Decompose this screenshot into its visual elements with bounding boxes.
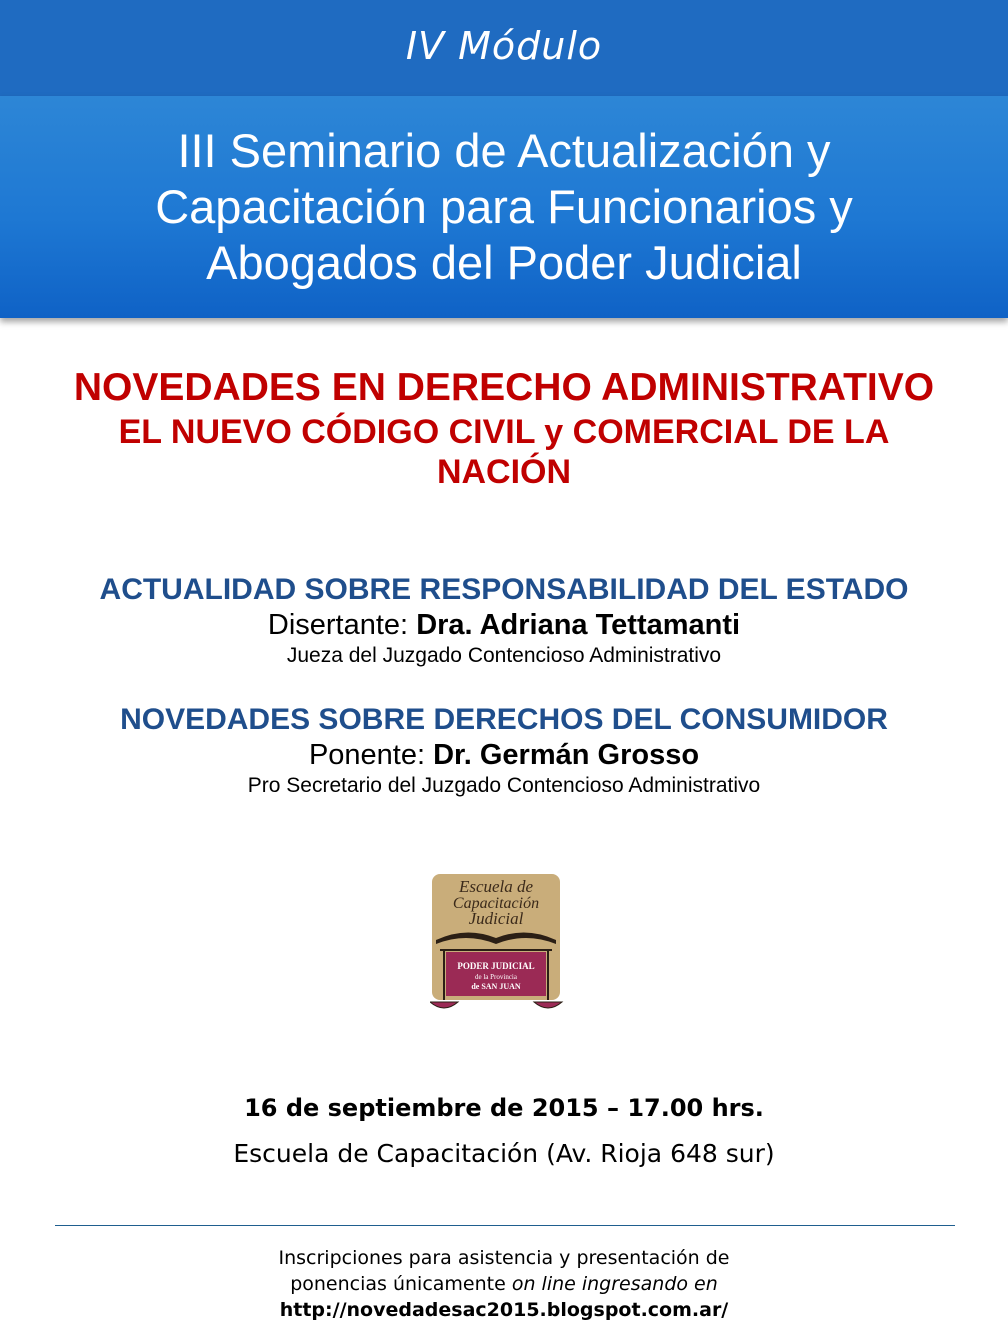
event-date: 16 de septiembre de 2015 – 17.00 hrs. <box>244 1094 764 1122</box>
scale-left-pan-icon <box>430 1002 458 1008</box>
seminar-title-line-3: Abogados del Poder Judicial <box>206 236 802 289</box>
talk-2-speaker-label: Ponente: <box>308 739 434 771</box>
talk-1-speaker <box>0 608 1008 642</box>
footer-line-1: Inscripciones para asistencia y presentación de <box>278 1247 730 1269</box>
talk-2-role: Pro Secretario del Juzgado Contencioso Administrativo <box>247 774 761 797</box>
sub-title-line-1: EL NUEVO CÓDIGO CIVIL y COMERCIAL DE LA <box>118 413 890 451</box>
seminar-title-line-1: III Seminario de Actualización y <box>177 124 831 177</box>
seminar-header <box>0 96 1008 318</box>
talk-1-title: ACTUALIDAD SOBRE RESPONSABILIDAD DEL ESTADO <box>99 573 909 606</box>
footer-line-2-plain: ponencias únicamente <box>290 1273 512 1295</box>
seal-line-2: de la Provincia <box>475 973 517 981</box>
sub-title <box>0 412 1008 492</box>
talk-1-speaker-label: Disertante: <box>267 609 417 641</box>
registration-link[interactable]: http://novedadesac2015.blogspot.com.ar/ <box>279 1299 729 1321</box>
talk-1-role: Jueza del Juzgado Contencioso Administrativo <box>286 644 722 667</box>
footer-divider <box>55 1225 955 1226</box>
footer <box>0 1245 1008 1323</box>
module-title: IV Módulo <box>405 24 603 68</box>
escuela-logo <box>430 872 578 1020</box>
talk-1-speaker-name: Dra. Adriana Tettamanti <box>416 609 741 641</box>
talk-2-title: NOVEDADES SOBRE DERECHOS DEL CONSUMIDOR <box>120 703 888 736</box>
talk-2-speaker-name: Dr. Germán Grosso <box>433 739 700 771</box>
scale-right-pan-icon <box>534 1002 562 1008</box>
talk-2-speaker <box>0 738 1008 772</box>
module-bar <box>0 0 1008 96</box>
event-venue: Escuela de Capacitación (Av. Rioja 648 sur) <box>233 1139 775 1168</box>
main-title: NOVEDADES EN DERECHO ADMINISTRATIVO <box>73 366 935 409</box>
seal-line-3: de SAN JUAN <box>471 982 521 991</box>
logo-line-2: Capacitación <box>452 895 540 912</box>
talk-1 <box>0 572 1008 670</box>
logo-line-1: Escuela de <box>458 877 534 896</box>
talk-2 <box>0 702 1008 800</box>
sub-title-line-2: NACIÓN <box>436 453 572 491</box>
footer-line-2 <box>0 1271 1008 1297</box>
seal-line-1: PODER JUDICIAL <box>457 961 535 971</box>
seminar-title-line-2: Capacitación para Funcionarios y <box>155 180 853 233</box>
logo-line-3: Judicial <box>468 909 524 928</box>
footer-line-2-italic: on line ingresando en <box>511 1273 718 1295</box>
